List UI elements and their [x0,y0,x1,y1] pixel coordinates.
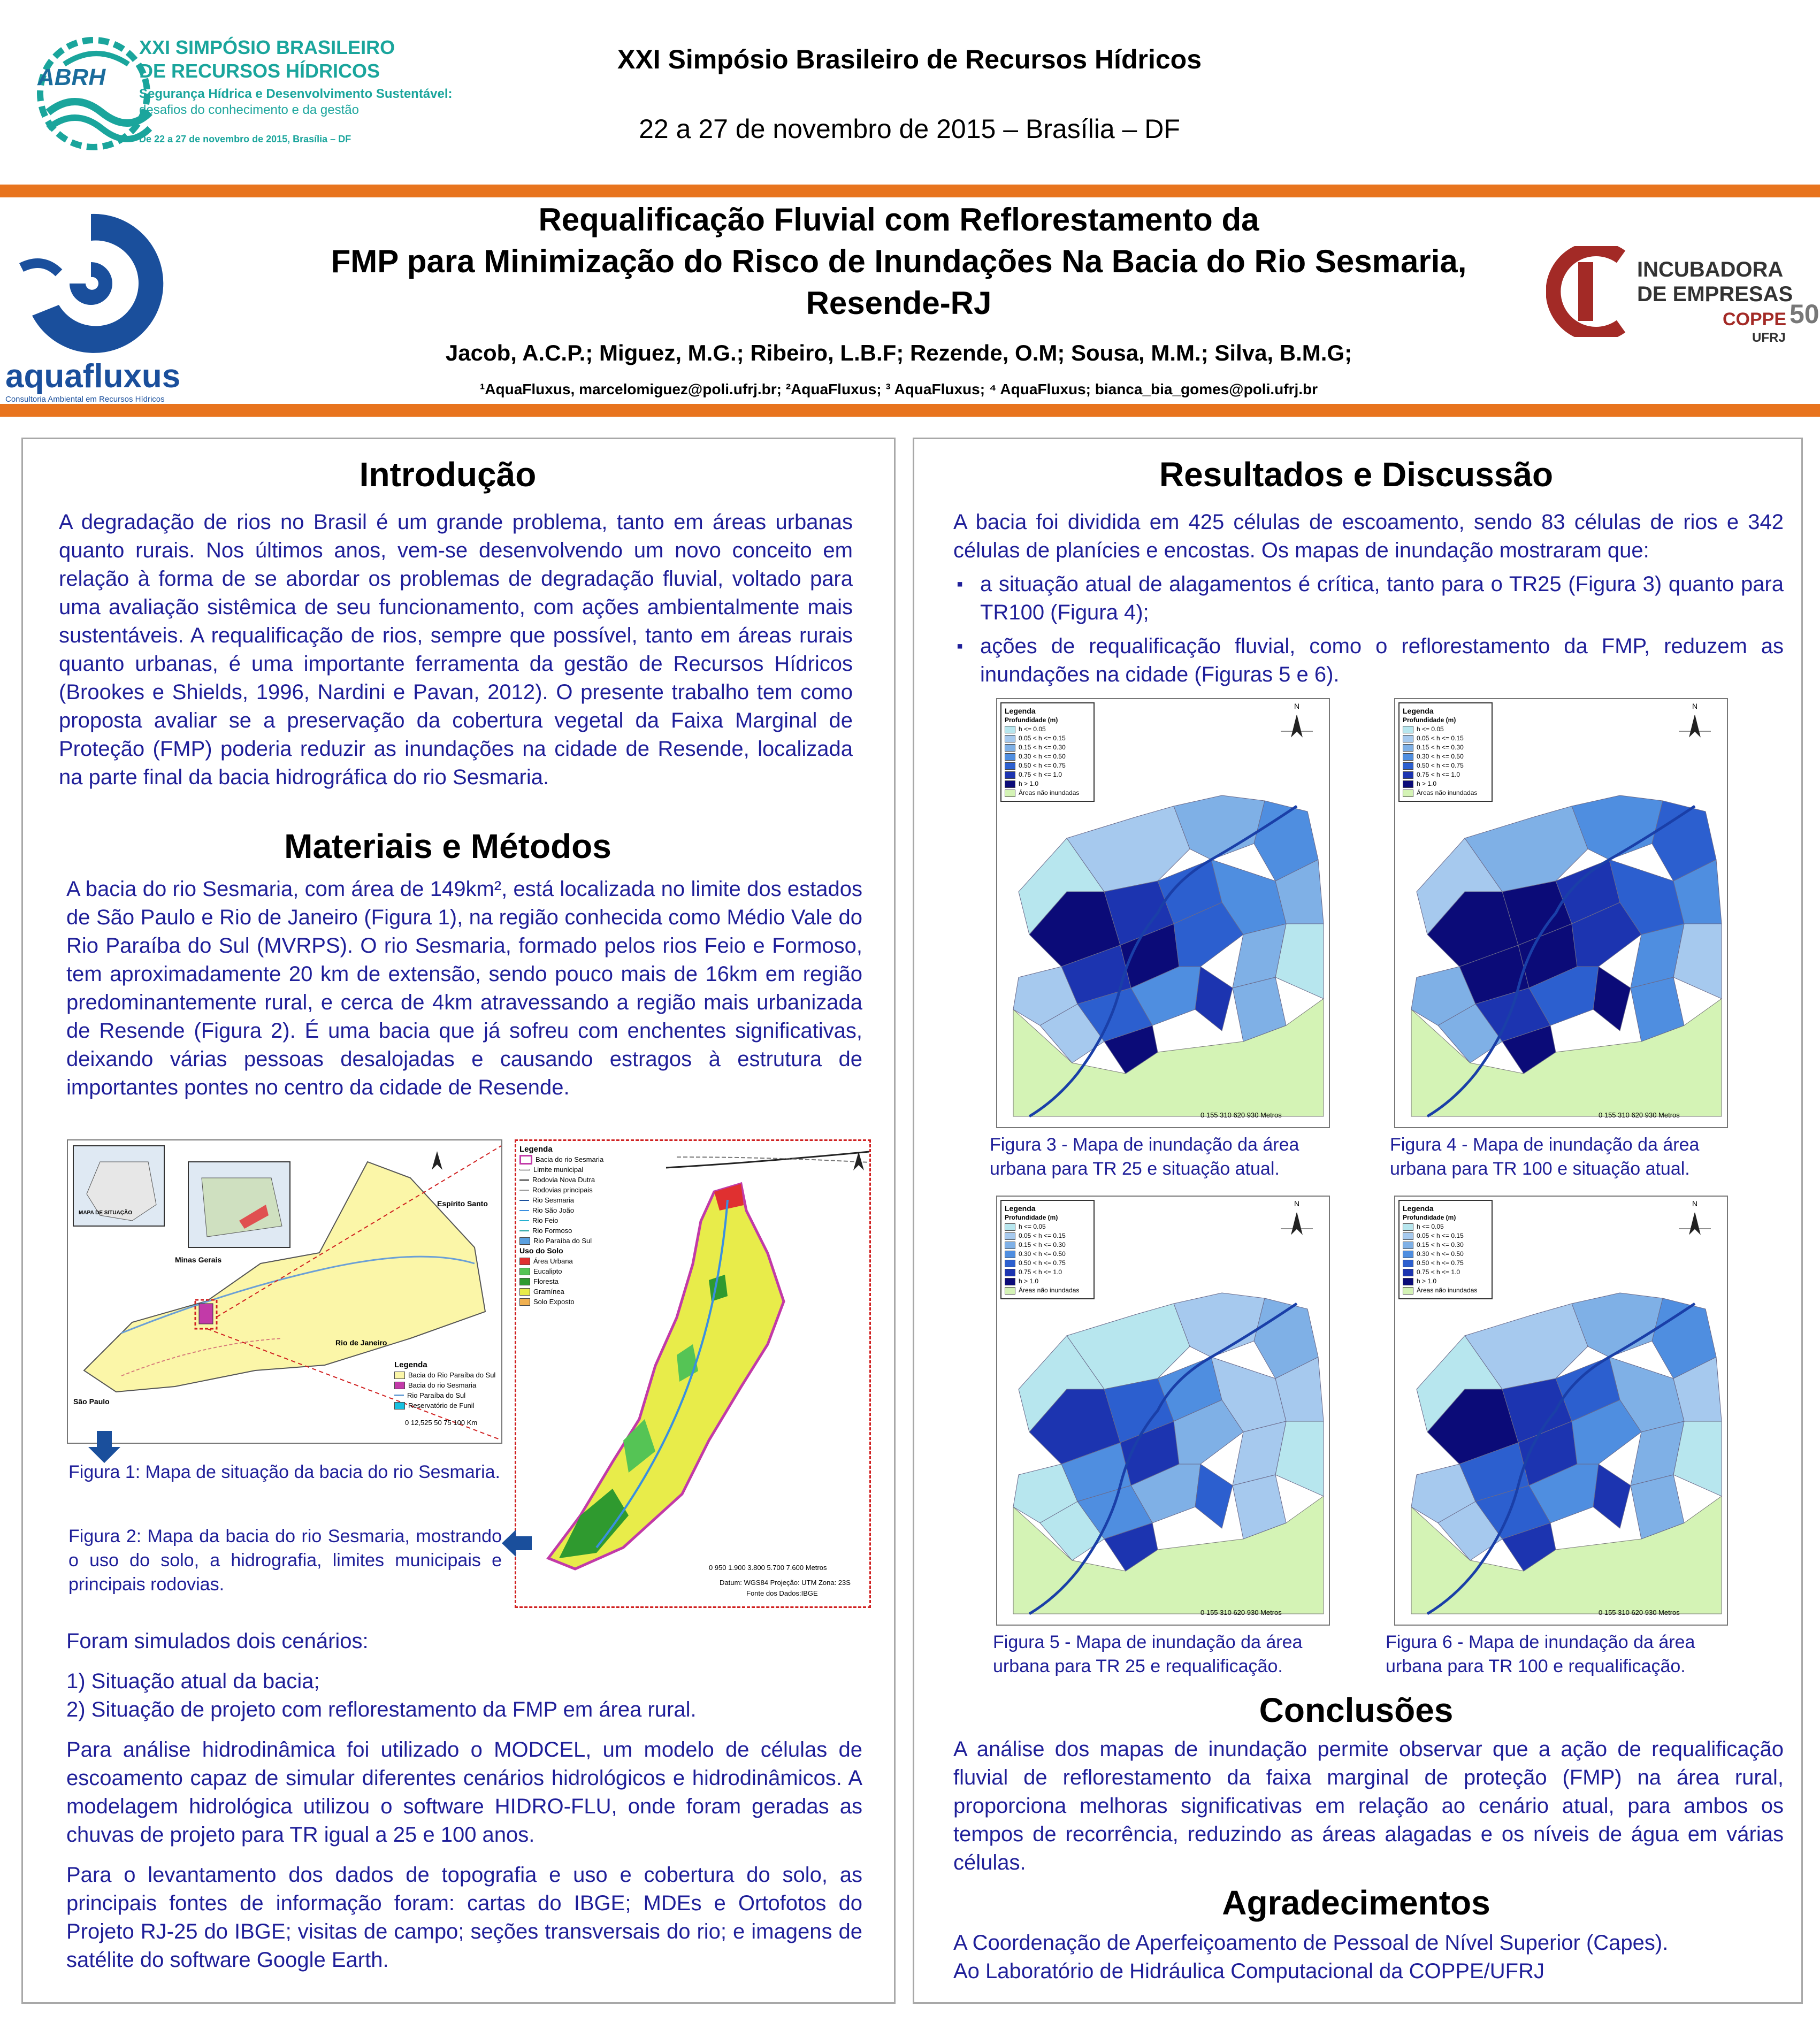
flood-legend-row [1403,743,1488,752]
flood-legend-swatch [1005,726,1015,733]
flood-legend-label: 0.50 < h <= 0.75 [1417,762,1464,769]
fig2-landuse-row [519,1266,626,1276]
fig2-landuse-label: Gramínea [533,1288,564,1296]
fig2-legend-label: Rio São João [532,1206,575,1214]
flood-legend-row [1005,1259,1090,1268]
figure4-map [1394,698,1728,1128]
fig1-legend-row [394,1390,496,1400]
north-label: N [1692,702,1698,710]
flood-legend-swatch [1005,762,1015,770]
fig1-state-rj: Rio de Janeiro [335,1338,387,1347]
fig2-scale-unit: Metros [805,1564,827,1572]
north-arrow-icon [853,1152,864,1170]
figure2-map [515,1139,871,1608]
figure6-map [1394,1196,1728,1626]
results-bullets [953,570,1784,689]
north-label: N [1294,702,1300,710]
figure5-caption: Figura 5 - Mapa de inundação da área urbana para TR 25 e requalificação. [993,1632,1303,1676]
results-bullet: ▪ ações de requalificação fluvial, como o reflorestamento da FMP, reduzem as inundações na cidade (Figuras 5 e 6). [980,632,1784,689]
flood-legend-row [1403,1250,1488,1259]
flood-legend-swatch [1403,771,1413,779]
flood-legend [1000,1200,1095,1299]
fig2-legend-label: Rodovias principais [532,1186,593,1194]
fig2-landuse-row [519,1286,626,1297]
flood-legend-label: h <= 0.05 [1019,1223,1046,1230]
flood-scale: 0 155 310 620 930 Metros [1599,1111,1680,1119]
methods-paragraph3: Para o levantamento dos dados de topografia e uso e cobertura do solo, as principais fontes de informação foram: cartas do IBGE; MDEs e Ortofotos do Projeto RJ-25 do IBGE; visitas de campo; seções transversais do rio; e imagens de satélite do software Google Earth. [66,1863,862,1972]
flood-scale: 0 155 310 620 930 Metros [1200,1609,1282,1617]
flood-legend-swatch [1005,744,1015,752]
flood-legend [1000,702,1095,802]
flood-legend-row [1403,1268,1488,1277]
flood-legend-row [1403,752,1488,761]
event-logo [32,32,453,155]
flood-legend-label: Áreas não inundadas [1019,1286,1080,1294]
fig2-legend-row [519,1165,626,1175]
methods-paragraph2: Para análise hidrodinâmica foi utilizado o MODCEL, um modelo de células de escoamento capaz de simular diferentes cenários hidrológicos e hidrodinâmicos. A modelagem hidrológica utilizou o software HIDRO-FLU, onde foram geradas as chuvas de projeto para TR igual a 25 e 100 anos. [66,1738,862,1847]
fig1-scale-unit: Km [467,1419,478,1427]
flood-legend-label: 0.75 < h <= 1.0 [1019,1268,1062,1276]
fig2-landuse-row [519,1276,626,1286]
flood-legend-swatch [1005,1269,1015,1276]
fig1-legend-label: Rio Paraíba do Sul [407,1391,466,1399]
fig2-landuse-label: Área Urbana [533,1257,573,1265]
methods-text1 [66,875,862,1102]
flood-legend-swatch [1403,1223,1413,1231]
results-bullet: ▪ a situação atual de alagamentos é crítica, tanto para o TR25 (Figura 3) quanto para TR100 (Figura 4); [980,570,1784,627]
ack-line1: A Coordenação de Aperfeiçoamento de Pessoal de Nível Superior (Capes). [953,1931,1669,1955]
fig2-scale-label: 0 950 1.900 3.800 5.700 7.600 [709,1564,804,1572]
flood-legend-subtitle: Profundidade (m) [1005,1214,1058,1221]
abrh-wave-icon [32,32,155,155]
fig1-state-sp: São Paulo [73,1397,110,1406]
flood-legend-row [1005,1231,1090,1240]
flood-legend-swatch [1403,1232,1413,1240]
fig2-legend-label: Rio Paraíba do Sul [533,1237,592,1245]
flood-legend-swatch [1005,1223,1015,1231]
fig2-legend-row [519,1226,626,1236]
fig2-legend-row [519,1154,626,1165]
fig2-legend-label: Rio Sesmaria [532,1196,575,1204]
flood-legend-title: Legenda [1403,1204,1434,1213]
header-divider-top [0,185,1820,197]
flood-legend-label: Áreas não inundadas [1019,789,1080,796]
flood-legend-title: Legenda [1403,707,1434,715]
incubadora-logo [1546,246,1819,353]
flood-legend-swatch [1403,762,1413,770]
flood-legend-row [1005,1268,1090,1277]
figure2-caption: Figura 2: Mapa da bacia do rio Sesmaria, mostrando o uso do solo, a hidrografia, limites municipais e principais rodovias. [68,1526,502,1595]
conclusions-title: Conclusões [1259,1691,1454,1729]
flood-legend-swatch [1403,1287,1413,1295]
acknowledgements-text [953,1929,1784,1986]
flood-legend-swatch [1005,771,1015,779]
scenario-2: 2) Situação de projeto com reflorestamento da FMP em área rural. [66,1698,697,1721]
fig2-legend-label: Rio Formoso [532,1227,572,1235]
flood-legend-swatch [1005,780,1015,788]
event-title: XXI Simpósio Brasileiro de Recursos Hídricos [617,44,1202,74]
flood-legend-label: 0.05 < h <= 0.15 [1019,1232,1066,1239]
flood-legend-row [1005,761,1090,770]
flood-legend-label: 0.50 < h <= 0.75 [1019,762,1066,769]
methods-title: Materiais e Métodos [284,827,611,866]
fig2-landuse-label: Solo Exposto [533,1298,575,1306]
flood-legend-swatch [1403,1260,1413,1267]
incubadora-line1: INCUBADORA [1637,258,1784,281]
flood-legend-row [1005,752,1090,761]
flood-legend-label: 0.50 < h <= 0.75 [1019,1259,1066,1267]
flood-legend-label: 0.30 < h <= 0.50 [1417,1250,1464,1258]
fig1-state-es: Espírito Santo [437,1199,488,1208]
flood-legend-label: h <= 0.05 [1417,725,1444,733]
flood-legend-row [1005,788,1090,798]
results-title: Resultados e Discussão [1159,455,1554,494]
flood-legend-label: h > 1.0 [1019,1277,1039,1285]
results-text [953,508,1784,694]
results-paragraph: A bacia foi dividida em 425 células de escoamento, sendo 83 células de rios e 342 células de planícies e encostas. Os mapas de inundação mostraram que: [953,510,1784,562]
figure6-caption: Figura 6 - Mapa de inundação da área urbana para TR 100 e requalificação. [1386,1632,1695,1676]
title-line3: Resende-RJ [806,285,992,321]
fig2-landuse-title: Uso do Solo [519,1246,563,1255]
flood-legend-row [1005,1277,1090,1286]
flood-legend-swatch [1005,1242,1015,1249]
north-arrow-icon [432,1151,442,1170]
flood-legend-swatch [1403,1242,1413,1249]
aquafluxus-name: aquafluxus [5,358,181,395]
flood-legend-label: 0.50 < h <= 0.75 [1417,1259,1464,1267]
flood-legend-swatch [1005,1260,1015,1267]
fig1-inset-label: MAPA DE SITUAÇÃO [79,1210,132,1216]
flood-legend-label: 0.30 < h <= 0.50 [1019,1250,1066,1258]
flood-legend-title: Legenda [1005,707,1036,715]
fig1-legend-row [394,1380,496,1390]
scenario-1: 1) Situação atual da bacia; [66,1669,320,1693]
flood-legend-swatch [1005,1232,1015,1240]
fig2-legend [519,1144,626,1307]
flood-legend-subtitle: Profundidade (m) [1403,1214,1456,1221]
fig2-legend-label: Bacia do rio Sesmaria [536,1155,604,1163]
aquafluxus-logo [5,203,181,407]
fig2-source: Fonte dos Dados:IBGE [746,1589,818,1597]
title-line2: FMP para Minimização do Risco de Inundações Na Bacia do Rio Sesmaria, [331,243,1467,279]
fig2-legend-row [519,1185,626,1195]
flood-legend-title: Legenda [1005,1204,1036,1213]
fig1-legend-title: Legenda [394,1360,427,1369]
event-date: 22 a 27 de novembro de 2015 – Brasília – DF [639,114,1180,144]
fig1-scale [405,1419,477,1427]
flood-legend-label: h > 1.0 [1417,1277,1437,1285]
flood-legend-swatch [1005,1278,1015,1285]
fig2-legend-title: Legenda [519,1145,553,1154]
down-arrow-icon [88,1431,120,1463]
flood-legend-swatch [1005,1287,1015,1295]
flood-legend-row [1005,725,1090,734]
flood-legend-swatch [1403,1251,1413,1258]
abrh-text: ABRH [37,64,106,90]
logo-line1: XXI SIMPÓSIO BRASILEIRO [139,36,395,58]
flood-legend-label: 0.05 < h <= 0.15 [1019,734,1066,742]
flood-legend-label: 0.75 < h <= 1.0 [1417,1268,1460,1276]
logo-line2: DE RECURSOS HÍDRICOS [139,60,380,82]
flood-legend-label: 0.75 < h <= 1.0 [1417,771,1460,778]
flood-legend-subtitle: Profundidade (m) [1403,716,1456,724]
flood-legend [1398,1200,1493,1299]
flood-legend-row [1005,743,1090,752]
flood-legend-row [1403,734,1488,743]
fig1-legend-label: Reservatório de Funil [408,1401,475,1410]
flood-legend-row [1403,1222,1488,1231]
flood-legend-swatch [1403,790,1413,797]
scenarios-intro: Foram simulados dois cenários: [66,1629,369,1653]
fig2-legend-row [519,1215,626,1226]
flood-legend-swatch [1005,790,1015,797]
flood-legend-row [1403,1240,1488,1250]
north-label: N [1692,1199,1698,1208]
ufrj-text: UFRJ [1752,331,1786,345]
fig2-legend-label: Rodovia Nova Dutra [532,1176,595,1184]
flood-legend-swatch [1403,726,1413,733]
flood-legend-swatch [1005,753,1015,761]
fig2-landuse-label: Floresta [533,1277,559,1285]
flood-legend-row [1403,1277,1488,1286]
flood-legend-row [1403,1286,1488,1295]
figure4-caption: Figura 4 - Mapa de inundação da área urbana para TR 100 e situação atual. [1390,1135,1700,1179]
flood-legend-swatch [1005,735,1015,742]
flood-legend-row [1403,1231,1488,1240]
flood-legend-swatch [1403,735,1413,742]
north-label: N [1294,1199,1300,1208]
conclusions-paragraph: A análise dos mapas de inundação permite observar que a ação de requalificação fluvial de reflorestamento da faixa marginal de proteção (FMP) na área rural, proporciona melhoras significativas em relação ao cenário atual, para ambos os tempos de recorrência, reduzindo as áreas alagadas e os níveis de água em várias células. [953,1737,1784,1874]
fig2-legend-row [519,1236,626,1246]
figure1-map [67,1139,502,1444]
flood-legend-subtitle: Profundidade (m) [1005,716,1058,724]
flood-legend-label: h > 1.0 [1417,780,1437,787]
flood-legend-label: 0.30 < h <= 0.50 [1019,753,1066,760]
fig2-landuse-label: Eucalipto [533,1267,562,1275]
flood-legend-label: h <= 0.05 [1417,1223,1444,1230]
flood-legend-label: 0.15 < h <= 0.30 [1417,1241,1464,1249]
figure3-map [996,698,1330,1128]
flood-legend-row [1403,725,1488,734]
fig2-legend-row [519,1195,626,1205]
paper-title [177,199,1621,324]
fig2-landuse-row [519,1297,626,1307]
flood-legend-label: 0.15 < h <= 0.30 [1019,1241,1066,1249]
flood-legend-row [1005,734,1090,743]
fig2-legend-label: Limite municipal [533,1166,584,1174]
flood-legend-label: 0.75 < h <= 1.0 [1019,771,1062,778]
flood-legend-swatch [1403,753,1413,761]
logo-line3: Segurança Hídrica e Desenvolvimento Sustentável: [139,87,453,101]
fig2-datum: Datum: WGS84 Projeção: UTM Zona: 23S [720,1579,851,1587]
flood-legend-row [1005,770,1090,779]
coppe-text: COPPE [1723,309,1787,330]
flood-legend-row [1005,1222,1090,1231]
flood-legend-label: 0.30 < h <= 0.50 [1417,753,1464,760]
flood-legend-label: 0.05 < h <= 0.15 [1417,1232,1464,1239]
fig2-scale [709,1564,827,1572]
fig1-legend-row [394,1370,496,1380]
flood-legend [1398,702,1493,802]
flood-legend-row [1403,788,1488,798]
fig1-scale-label: 0 12,525 50 75 100 [405,1419,465,1427]
conclusions-text [953,1735,1784,1877]
fig1-legend-label: Bacia do rio Sesmaria [408,1381,477,1389]
left-arrow-icon [502,1530,532,1557]
flood-legend-row [1403,770,1488,779]
acknowledgements-title: Agradecimentos [1222,1883,1490,1922]
flood-legend-label: Áreas não inundadas [1417,1286,1478,1294]
fig2-legend-row [519,1205,626,1215]
incubadora-mark-icon [1546,246,1626,337]
intro-title: Introdução [359,455,537,494]
fig2-landuse-row [519,1256,626,1266]
coppe-50: 50 [1790,299,1819,329]
flood-legend-label: 0.15 < h <= 0.30 [1417,744,1464,751]
methods-paragraph1: A bacia do rio Sesmaria, com área de 149km², está localizada no limite dos estados de São Paulo e Rio de Janeiro (Figura 1), na região conhecida como Médio Vale do Rio Paraíba do Sul (MVRPS). O rio Sesmaria, formado pelos rios Feio e Formoso, tem aproximadamente 20 km de extensão, sendo pouco mais de 16km em região predominantemente rural, e cerca de 4km atravessando a região mais urbanizada de Resende (Figura 2). É uma bacia que já sofreu com enchentes significativas, deixando várias pessoas desalojadas e causando estragos à estrutura de importantes pontes no centro da cidade de Resende. [66,877,862,1099]
fig1-legend-row [394,1400,496,1411]
flood-legend-label: 0.15 < h <= 0.30 [1019,744,1066,751]
figure3-caption: Figura 3 - Mapa de inundação da área urbana para TR 25 e situação atual. [990,1135,1299,1179]
fig1-legend-label: Bacia do Rio Paraíba do Sul [408,1371,496,1379]
intro-paragraph: A degradação de rios no Brasil é um grande problema, tanto em áreas urbanas quanto rurais. Nos últimos anos, vem-se desenvolvendo um novo conceito em relação à forma de se abordar os problemas de degradação fluvial, voltado para uma avaliação sistêmica de seu funcionamento, com ações ambientalmente mais sustentáveis. A requalificação de rios, sempre que possível, tanto em áreas rurais quanto urbanas, é uma importante ferramenta da gestão de Recursos Hídricos (Brookes e Shields, 1996, Nardini e Pavan, 2012). O presente trabalho tem como proposta avaliar se a preservação da cobertura vegetal da Faixa Marginal de Proteção (FMP) poderia reduzir as inundações na cidade de Resende, localizada na parte final da bacia hidrográfica do rio Sesmaria. [59,510,853,789]
flood-legend-swatch [1403,780,1413,788]
header-divider-bottom [0,404,1820,417]
logo-line5: De 22 a 27 de novembro de 2015, Brasília – DF [139,134,351,144]
ack-line2: Ao Laboratório de Hidráulica Computacional da COPPE/UFRJ [953,1959,1544,1983]
flood-scale: 0 155 310 620 930 Metros [1599,1609,1680,1617]
flood-legend-label: Áreas não inundadas [1417,789,1478,796]
title-line1: Requalificação Fluvial com Reflorestamento da [538,202,1259,238]
flood-legend-swatch [1403,744,1413,752]
fig1-legend [394,1360,496,1411]
flood-legend-swatch [1403,1269,1413,1276]
flood-legend-row [1403,779,1488,788]
flood-legend-label: h <= 0.05 [1019,725,1046,733]
aquafluxus-tagline: Consultoria Ambiental em Recursos Hídricos [5,395,165,404]
figure1-caption: Figura 1: Mapa de situação da bacia do rio Sesmaria. [68,1462,501,1482]
flood-legend-row [1005,779,1090,788]
flood-legend-row [1005,1240,1090,1250]
aquafluxus-swirl-icon [11,203,171,364]
flood-legend-label: 0.05 < h <= 0.15 [1417,734,1464,742]
flood-legend-row [1005,1250,1090,1259]
methods-text2 [66,1627,862,1974]
flood-legend-row [1005,1286,1090,1295]
fig2-legend-label: Rio Feio [532,1216,559,1224]
figure5-map [996,1196,1330,1626]
logo-line4: desafios do conhecimento e da gestão [139,103,359,117]
affiliations: ¹AquaFluxus, marcelomiguez@poli.ufrj.br; ²AquaFluxus; ³ AquaFluxus; ⁴ AquaFluxus; bianca_bia_gomes@poli.ufrj.br [479,381,1318,397]
incubadora-line2: DE EMPRESAS [1637,282,1793,306]
flood-scale: 0 155 310 620 930 Metros [1200,1111,1282,1119]
flood-legend-row [1403,1259,1488,1268]
authors: Jacob, A.C.P.; Miguez, M.G.; Ribeiro, L.B.F; Rezende, O.M; Sousa, M.M.; Silva, B.M.G; [445,340,1352,365]
fig2-legend-row [519,1175,626,1185]
flood-legend-label: h > 1.0 [1019,780,1039,787]
flood-legend-row [1403,761,1488,770]
intro-text [59,508,853,792]
flood-legend-swatch [1403,1278,1413,1285]
flood-legend-swatch [1005,1251,1015,1258]
fig1-state-mg: Minas Gerais [175,1255,222,1264]
